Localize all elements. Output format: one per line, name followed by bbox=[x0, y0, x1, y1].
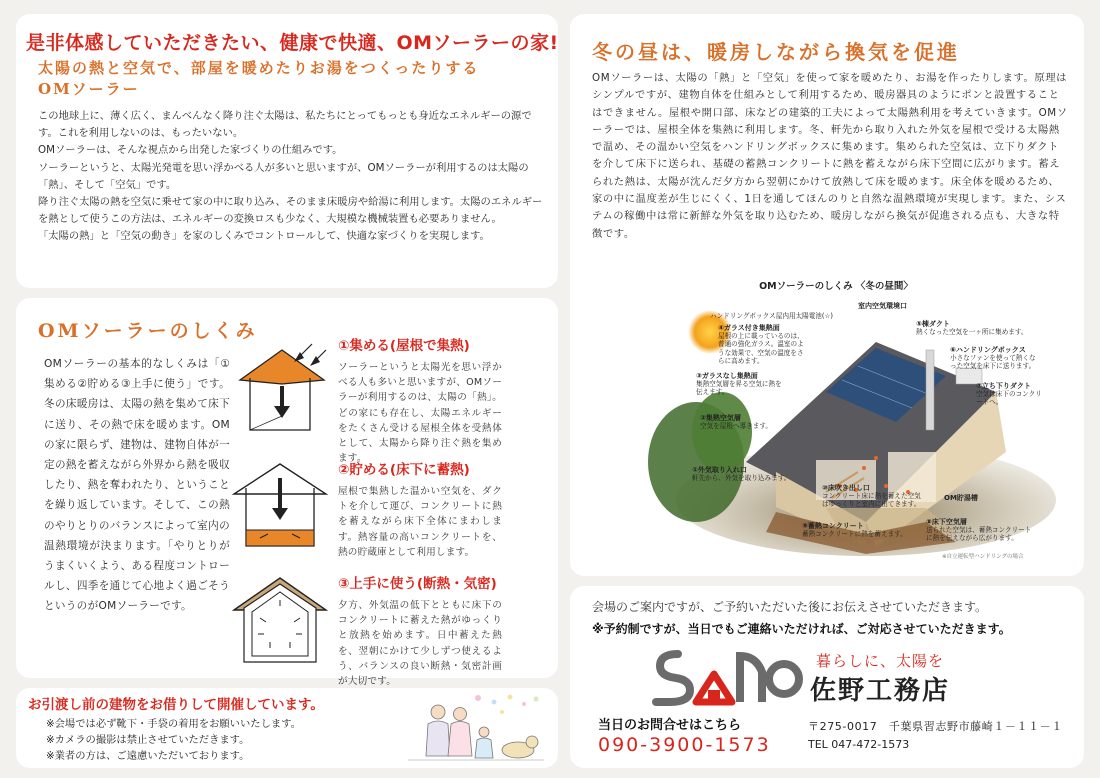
sano-logo bbox=[652, 646, 802, 708]
winter-title: 冬の昼は、暖房しながら換気を促進 bbox=[592, 40, 960, 64]
company-tel[interactable]: TEL 047-472-1573 bbox=[808, 738, 910, 751]
notice-item: ※会場では必ず靴下・手袋の着用をお願いいたします。 bbox=[46, 718, 301, 730]
family-illustration bbox=[398, 694, 548, 764]
label-duct: ⑤棟ダクト 熱くなった空気を一ヶ所に集めます。 bbox=[916, 320, 1028, 337]
main-headline: 是非体感していただきたい、健康で快適、OMソーラーの家! bbox=[26, 32, 559, 54]
label-underfloor: ⑧床下空気層 送られた空気は、蓄熱コンクリートに熱を伝えながら広がります。 bbox=[926, 518, 1032, 543]
step-store-text: 屋根で集熱した温かい空気を、ダクトを介して運び、コンクリートに熱を蓄えながら床下全体にまわします。熱容量の高いコンクリートを、熱の貯蔵庫として利用します。 bbox=[338, 486, 502, 558]
step-store-title: ②貯める(床下に蓄熱) bbox=[338, 462, 470, 478]
contact-panel bbox=[570, 586, 1084, 768]
step-use bbox=[338, 572, 502, 689]
notice-panel bbox=[16, 688, 558, 768]
step-use-text: 夕方、外気温の低下とともに床下のコンクリートに蓄えた熱がゆっくりと放熱を始めます。日中蓄えた熱を、翌朝にかけて少しずつ使えるよう、バランスの良い断熱・気密計画が大切です。 bbox=[338, 600, 502, 688]
label-down-duct: ⑦立ち下りダクト 空気は床下のコンクリートへ。 bbox=[976, 382, 1042, 407]
label-air-layer: ②集熱空気層 空気を屋根へ導きます。 bbox=[700, 414, 773, 431]
notice-item: ※業者の方は、ご遠慮いただいております。 bbox=[46, 750, 250, 762]
mechanism-panel bbox=[16, 298, 558, 688]
intro-paragraph: この地球上に、薄く広く、まんべんなく降り注ぐ太陽は、私たちにとってもっとも身近なエネルギーの源です。これを利用しないのは、もったいない。 bbox=[38, 110, 532, 140]
step-collect-text: ソーラーというと太陽光を思い浮かべる人も多いと思いますが、OMソーラーが利用するのは、太陽の「熱」。どの家にも存在し、太陽エネルギーをたくさん受ける屋根全体を受熱体として、太陽から降り注ぐ熱を集めます。 bbox=[338, 362, 502, 465]
step-store bbox=[338, 458, 502, 560]
diagram-note: ※自立運転型ハンドリングの場合 bbox=[942, 554, 1024, 560]
contact-phone[interactable]: 090-3900-1573 bbox=[598, 734, 771, 756]
intro-body bbox=[38, 108, 544, 246]
intro-subhead: 太陽の熱と空気で、部屋を暖めたりお湯をつくったりするOMソーラー bbox=[38, 59, 480, 98]
house-collect-illustration bbox=[230, 342, 328, 438]
step-collect-title: ①集める(屋根で集熱) bbox=[338, 338, 470, 354]
notice-item: ※カメラの撮影は禁止させていただきます。 bbox=[46, 734, 250, 746]
mechanism-body: OMソーラーの基本的なしくみは「①集める②貯める③上手に使う」です。冬の床暖房は、太陽の熱を集めて床下に送り、その熱で床を暖めます。OMの家に限らず、建物は、建物自体が一定の熱を蓄えながら外界から熱を吸収したり、熱を奪われたり、ということを繰り返しています。そして、この熱のやりとりのバランスによって室内の温熱環境が決まります。「やりとりがうまくいくよう、ある程度コントロールし、四季を通じて心地よく過ごそうというのがOMソーラーです。 bbox=[44, 358, 230, 613]
label-floor-outlet: ⑩床吹き出し口 コンクリート床に熱を蓄えた空気はゆっくりと室内に出てきます。 bbox=[822, 484, 921, 509]
om-solar-diagram bbox=[626, 272, 1046, 562]
notice-list bbox=[46, 716, 301, 764]
label-concrete: ⑨蓄熱コンクリート 蓄熱コンクリートに熱を蓄えます。 bbox=[802, 522, 907, 539]
step-collect bbox=[338, 334, 502, 466]
label-noglass: ③ガラスなし集熱面 集熱空気層を昇る空気に熱を伝えます。 bbox=[696, 372, 782, 397]
mechanism-title: OMソーラーのしくみ bbox=[38, 320, 258, 342]
company-name: 佐野工務店 bbox=[810, 676, 951, 706]
label-intake: ①外気取り入れ口 軒先から、外気を取り込みます。 bbox=[692, 466, 791, 483]
label-handling-top: ハンドリングボックス屋内用太陽電池(☆) bbox=[710, 312, 833, 320]
step-use-title: ③上手に使う(断熱・気密) bbox=[338, 576, 497, 592]
intro-panel bbox=[16, 14, 558, 288]
company-tagline: 暮らしに、太陽を bbox=[816, 652, 945, 670]
contact-label: 当日のお問合せはこちら bbox=[598, 718, 742, 733]
house-use-illustration bbox=[230, 572, 328, 668]
diagram-title: OMソーラーのしくみ 〈冬の昼間〉 bbox=[759, 281, 913, 292]
intro-paragraph: 降り注ぐ太陽の熱を空気に乗せて家の中に取り込み、そのまま床暖房や給湯に利用します。太陽のエネルギーを熱として使うこの方法は、エネルギーの変換ロスも少なく、大規模な機械装置も必要ありません。 bbox=[38, 196, 543, 226]
label-exhaust: 室内空気環境口 bbox=[858, 302, 907, 310]
intro-paragraph: OMソーラーは、そんな視点から出発した家づくりの仕組みです。 bbox=[38, 144, 343, 157]
contact-reservation-note: ※予約制ですが、当日でもご連絡いただければ、ご対応させていただきます。 bbox=[592, 622, 1011, 636]
label-handling-box: ⑥ハンドリングボックス 小さなファンを使って熱くなった空気を床下に送ります。 bbox=[950, 346, 1036, 371]
label-tank: OM貯湯槽 bbox=[944, 494, 978, 502]
company-address: 〒275-0017 千葉県習志野市藤崎１－１１－１ bbox=[808, 720, 1063, 733]
winter-body: OMソーラーは、太陽の「熱」と「空気」を使って家を暖めたり、お湯を作ったりします。原理はシンプルですが、建物自体を仕組みとして利用するため、暖房器具のようにポンと設置することはできません。屋根や開口部、床などの建築的工夫によって太陽熱利用を考えていきます。OMソーラーでは、屋根全体を集熱に利用します。冬、軒先から取り入れた外気を屋根で受ける太陽熱で温め、その温かい空気をハンドリングボックスに集めます。集められた空気は、立下りダクトを介して床下に送られ、基礎の蓄熱コンクリートに熱を蓄えながら床下空間に広がります。蓄えられた熱は、太陽が沈んだ夕方から翌朝にかけて放熱して床を暖めます。床全体を暖めるため、家の中に温度差が生じにくく、1日を通してほんのりと自然な温熱環境が実現します。また、システムの稼働中は常に新鮮な外気を取り込むため、暖房しながら換気が促進される点も、大きな特徴です。 bbox=[592, 72, 1068, 240]
label-glass: ④ガラス付き集熱面 屋根の上に載っているのは、普通の強化ガラス。温室のような効果で、空気の温度をさらに高めます。 bbox=[718, 324, 804, 365]
intro-paragraph: 「太陽の熱」と「空気の動き」を家のしくみでコントロールして、快適な家づくりを実現します。 bbox=[38, 230, 490, 243]
intro-paragraph: ソーラーというと、太陽光発電を思い浮かべる人が多いと思いますが、OMソーラーが利用するのは太陽の「熱」、そして「空気」です。 bbox=[38, 161, 529, 191]
contact-note: 会場のご案内ですが、ご予約いただいた後にお伝えさせていただきます。 bbox=[592, 600, 988, 614]
winter-panel bbox=[570, 14, 1084, 576]
notice-title: お引渡し前の建物をお借りして開催しています。 bbox=[28, 697, 324, 713]
house-store-illustration bbox=[230, 458, 328, 554]
